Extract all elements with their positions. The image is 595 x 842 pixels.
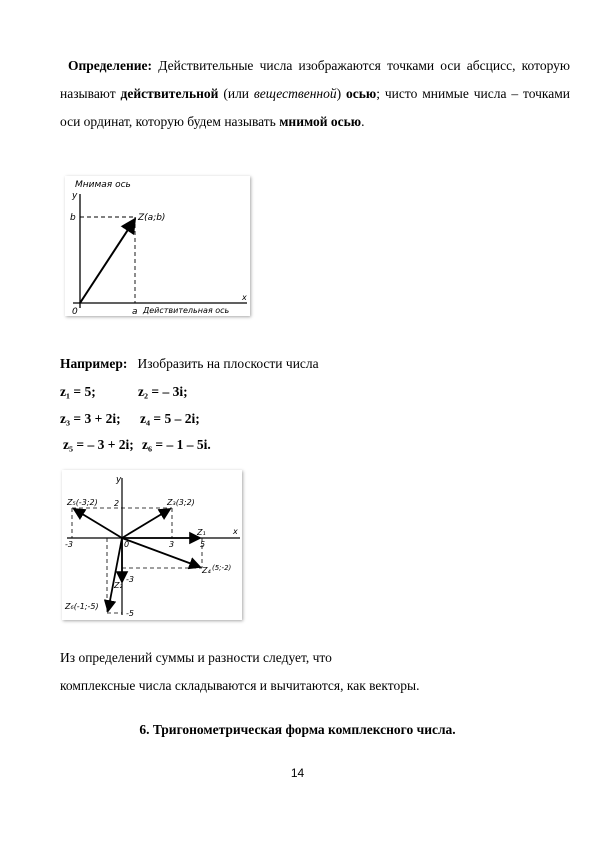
example-line bbox=[60, 350, 570, 378]
point-z-label: Z(a;b) bbox=[138, 213, 166, 223]
tick-minus-3-x: -3 bbox=[65, 540, 73, 549]
conclusion-paragraph bbox=[60, 644, 570, 700]
x-label-2: x bbox=[233, 527, 238, 536]
origin-label: 0 bbox=[72, 307, 78, 316]
vector-z5 bbox=[74, 509, 122, 538]
figure-1-svg bbox=[65, 176, 250, 316]
section-heading: 6. Тригонометрическая форма комплексного числа. bbox=[139, 722, 456, 737]
def-l2g: ; чисто мнимые числа – точками bbox=[376, 86, 570, 101]
equation-z4: z₄ = 5 – 2i; bbox=[140, 411, 200, 426]
tick-2: 2 bbox=[114, 499, 120, 508]
z4-label: Z₄ bbox=[202, 566, 211, 575]
def-l3c: . bbox=[361, 114, 365, 129]
vector-z bbox=[80, 219, 135, 303]
tick-3: 3 bbox=[169, 540, 175, 549]
figure-2-svg bbox=[62, 470, 242, 620]
definition-paragraph bbox=[60, 52, 570, 136]
tick-0: 0 bbox=[124, 540, 130, 549]
vector-z3 bbox=[122, 509, 170, 538]
example-label: Например: bbox=[60, 356, 128, 371]
y-label-2: y bbox=[116, 475, 122, 485]
def-l2d: вещественной bbox=[253, 86, 337, 101]
def-l2f: осью bbox=[346, 86, 377, 101]
conclusion-line-1: Из определений суммы и разности следует, что bbox=[60, 650, 332, 665]
tick-minus-3-y: -3 bbox=[126, 575, 134, 584]
def-l3b: мнимой осью bbox=[279, 114, 362, 129]
tick-minus-5: -5 bbox=[126, 609, 134, 618]
def-l2b: действительной bbox=[120, 86, 219, 101]
definition-line-1 bbox=[60, 52, 570, 80]
page-number: 14 bbox=[290, 766, 305, 780]
figure-vectors bbox=[62, 470, 242, 620]
z2-label: Z₂ bbox=[114, 581, 123, 590]
equation-z2: z₂ = – 3i; bbox=[138, 384, 188, 399]
z1-label: Z₁ bbox=[197, 528, 206, 537]
def-l2a: называют bbox=[60, 86, 121, 101]
z5-label: Z₅(-3;2) bbox=[67, 498, 98, 507]
definition-text-1: Действительные числа изображаются точками оси абсцисс, которую bbox=[152, 58, 570, 73]
z6-label: Z₆(-1;-5) bbox=[65, 602, 99, 611]
a-label: a bbox=[132, 307, 138, 316]
vector-z6 bbox=[108, 538, 122, 611]
tick-5: 5 bbox=[200, 540, 206, 549]
conclusion-line-2: комплексные числа складываются и вычитаются, как векторы. bbox=[60, 678, 420, 693]
example-text: Изобразить на плоскости числа bbox=[137, 356, 319, 371]
z3-label: Z₃(3;2) bbox=[167, 498, 195, 507]
definition-line-2 bbox=[60, 80, 570, 108]
def-l2e: ) bbox=[336, 86, 346, 101]
equation-z1: z₁ = 5; bbox=[60, 384, 96, 399]
equation-z5: z₅ = – 3 + 2i; bbox=[63, 437, 134, 452]
equation-z3: z₃ = 3 + 2i; bbox=[60, 411, 121, 426]
figure-complex-plane bbox=[65, 176, 250, 316]
def-l2c: (или bbox=[218, 86, 254, 101]
y-label: y bbox=[72, 191, 78, 201]
equation-z6: z₆ = – 1 – 5i. bbox=[142, 437, 211, 452]
z4-coords: (5;-2) bbox=[212, 564, 232, 572]
x-label: x bbox=[242, 293, 247, 302]
definition-line-3 bbox=[60, 108, 570, 136]
vector-z4 bbox=[122, 538, 200, 567]
def-l3a: оси ординат, которую будем называть bbox=[60, 114, 280, 129]
definition-label: Определение: bbox=[68, 58, 153, 73]
y-axis-title: Мнимая ось bbox=[75, 180, 131, 190]
b-label: b bbox=[70, 213, 76, 223]
x-axis-title: Действительная ось bbox=[143, 306, 230, 315]
